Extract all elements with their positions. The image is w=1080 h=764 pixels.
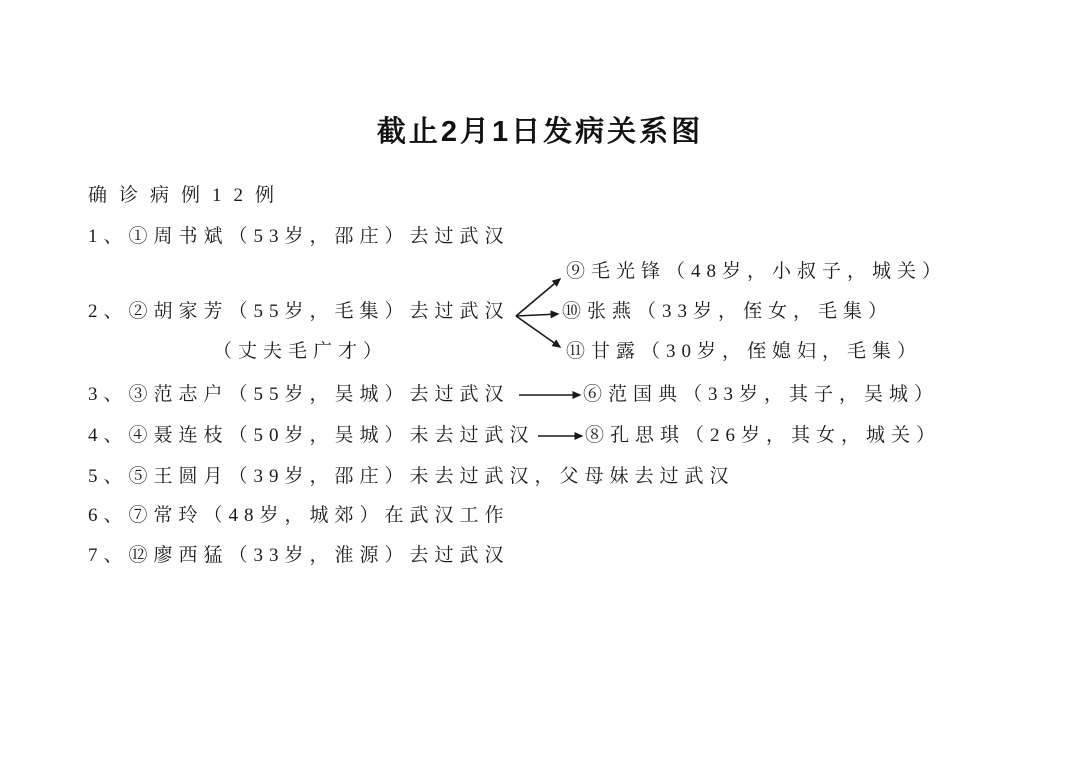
contact-line-11: ⑪甘露（30岁，侄媳妇，毛集） (566, 341, 923, 362)
contact-line-10: ⑩张燕（33岁，侄女，毛集） (562, 301, 894, 322)
case-line-5: 5、⑤王圆月（39岁，邵庄）未去过武汉，父母妹去过武汉 (88, 466, 735, 487)
page-title: 截止2月1日发病关系图 (376, 116, 704, 148)
confirmed-cases-count: 确诊病例12例 (88, 185, 287, 206)
arrow-case2-to-contact9 (516, 279, 560, 316)
case-line-2: 2、②胡家芳（55岁，毛集）去过武汉 (88, 301, 510, 322)
contact-line-8: ⑧孔思琪（26岁，其女，城关） (585, 425, 942, 446)
case-line-1: 1、①周书斌（53岁，邵庄）去过武汉 (88, 226, 510, 247)
contact-line-6: ⑥范国典（33岁，其子，吴城） (583, 384, 940, 405)
case-line-6: 6、⑦常玲（48岁，城郊）在武汉工作 (88, 505, 510, 526)
contact-line-9: ⑨毛光锋（48岁，小叔子，城关） (566, 261, 948, 282)
case-line-4: 4、④聂连枝（50岁，吴城）未去过武汉 (88, 425, 535, 446)
case-line-7: 7、⑫廖西猛（33岁，淮源）去过武汉 (88, 545, 510, 566)
case-2-spouse-note: （丈夫毛广才） (213, 341, 389, 362)
arrow-case2-to-contact10 (516, 314, 558, 316)
arrow-case2-to-contact11 (516, 316, 560, 347)
case-line-3: 3、③范志户（55岁，吴城）去过武汉 (88, 384, 510, 405)
